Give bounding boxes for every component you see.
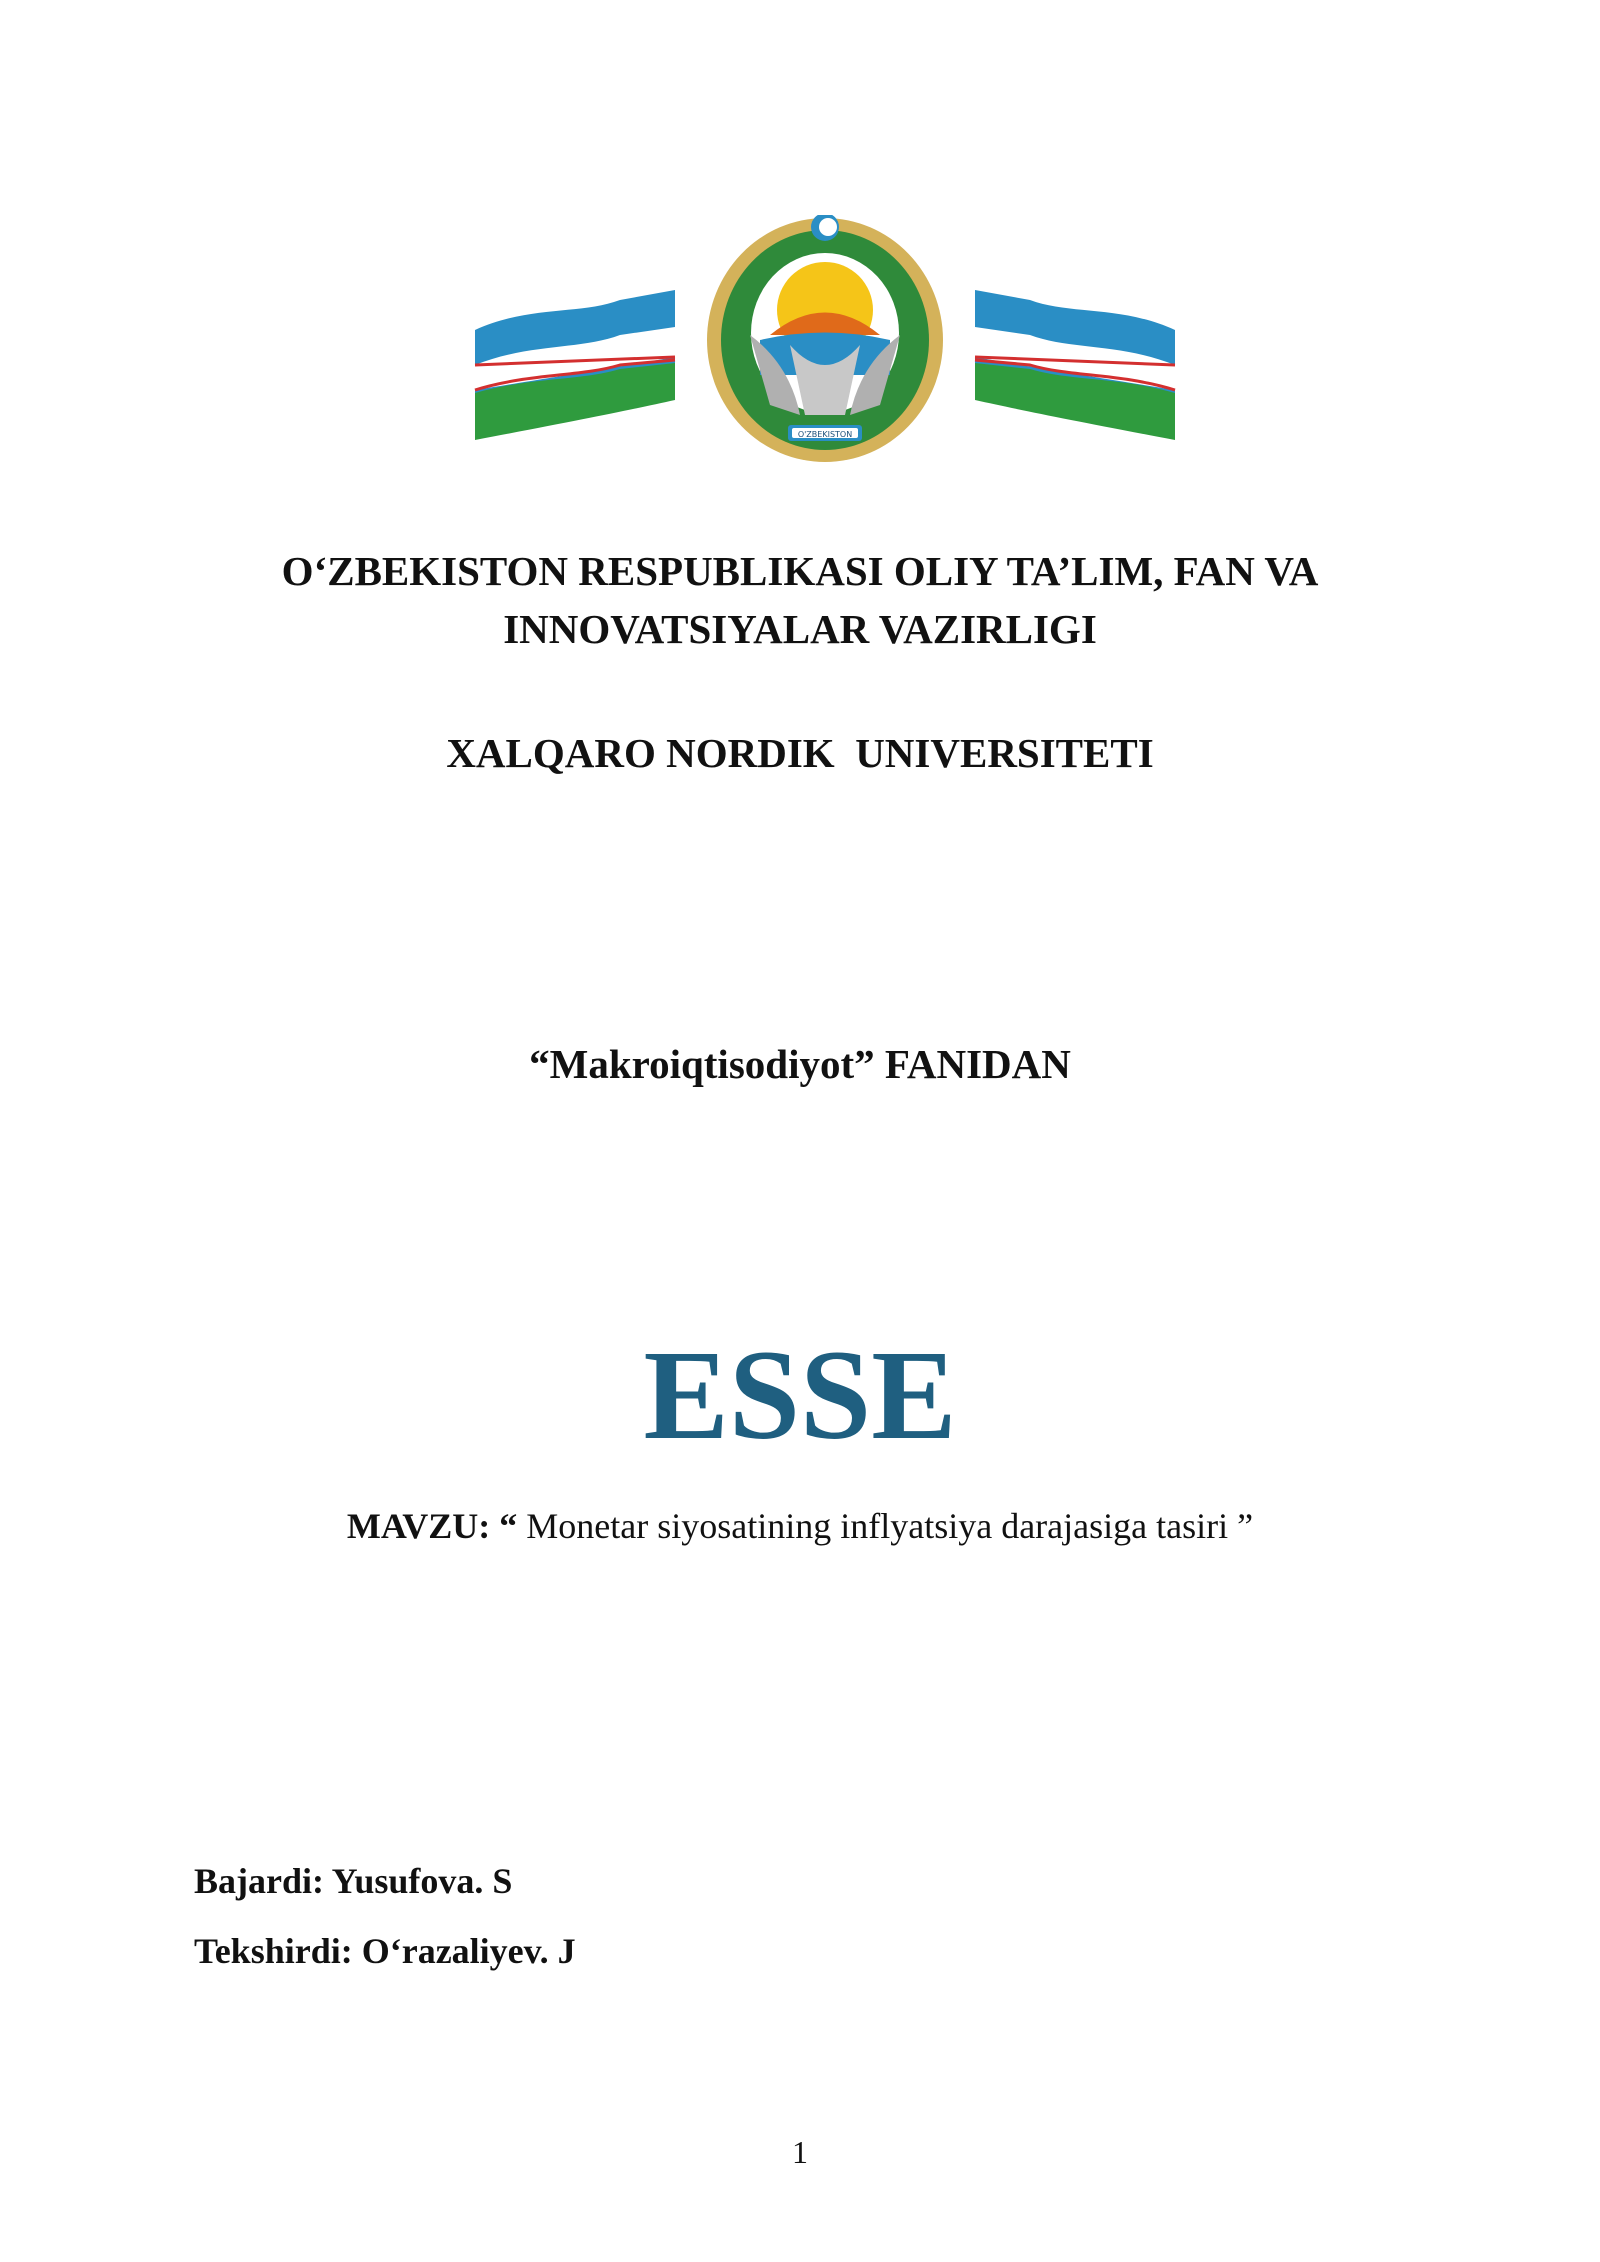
ministry-line-2: INNOVATSIYALAR VAZIRLIGI	[503, 606, 1097, 652]
flag-ribbon-left	[475, 290, 675, 440]
coat-of-arms	[707, 215, 943, 462]
state-emblem	[470, 215, 1180, 465]
topic-label: MAVZU: “	[346, 1506, 518, 1546]
flag-ribbon-right	[975, 290, 1175, 440]
university-name: XALQARO NORDIK UNIVERSITETI	[446, 730, 1154, 776]
checked-by: Tekshirdi: O‘razaliyev. J	[194, 1931, 576, 1971]
document-title: ESSE	[643, 1324, 957, 1466]
topic-text: Monetar siyosatining inflyatsiya darajasiga tasiri ”	[517, 1506, 1254, 1546]
performed-by: Bajardi: Yusufova. S	[194, 1861, 513, 1901]
ministry-line-1: O‘ZBEKISTON RESPUBLIKASI OLIY TA’LIM, FAN VA	[281, 548, 1319, 594]
subject-title: “Makroiqtisodiyot” FANIDAN	[529, 1041, 1071, 1087]
ministry-heading	[0, 542, 1600, 658]
emblem-ribbon-label: O'ZBEKISTON	[797, 430, 853, 439]
topic-line	[0, 1500, 1600, 1552]
page-number: 1	[792, 2134, 808, 2170]
